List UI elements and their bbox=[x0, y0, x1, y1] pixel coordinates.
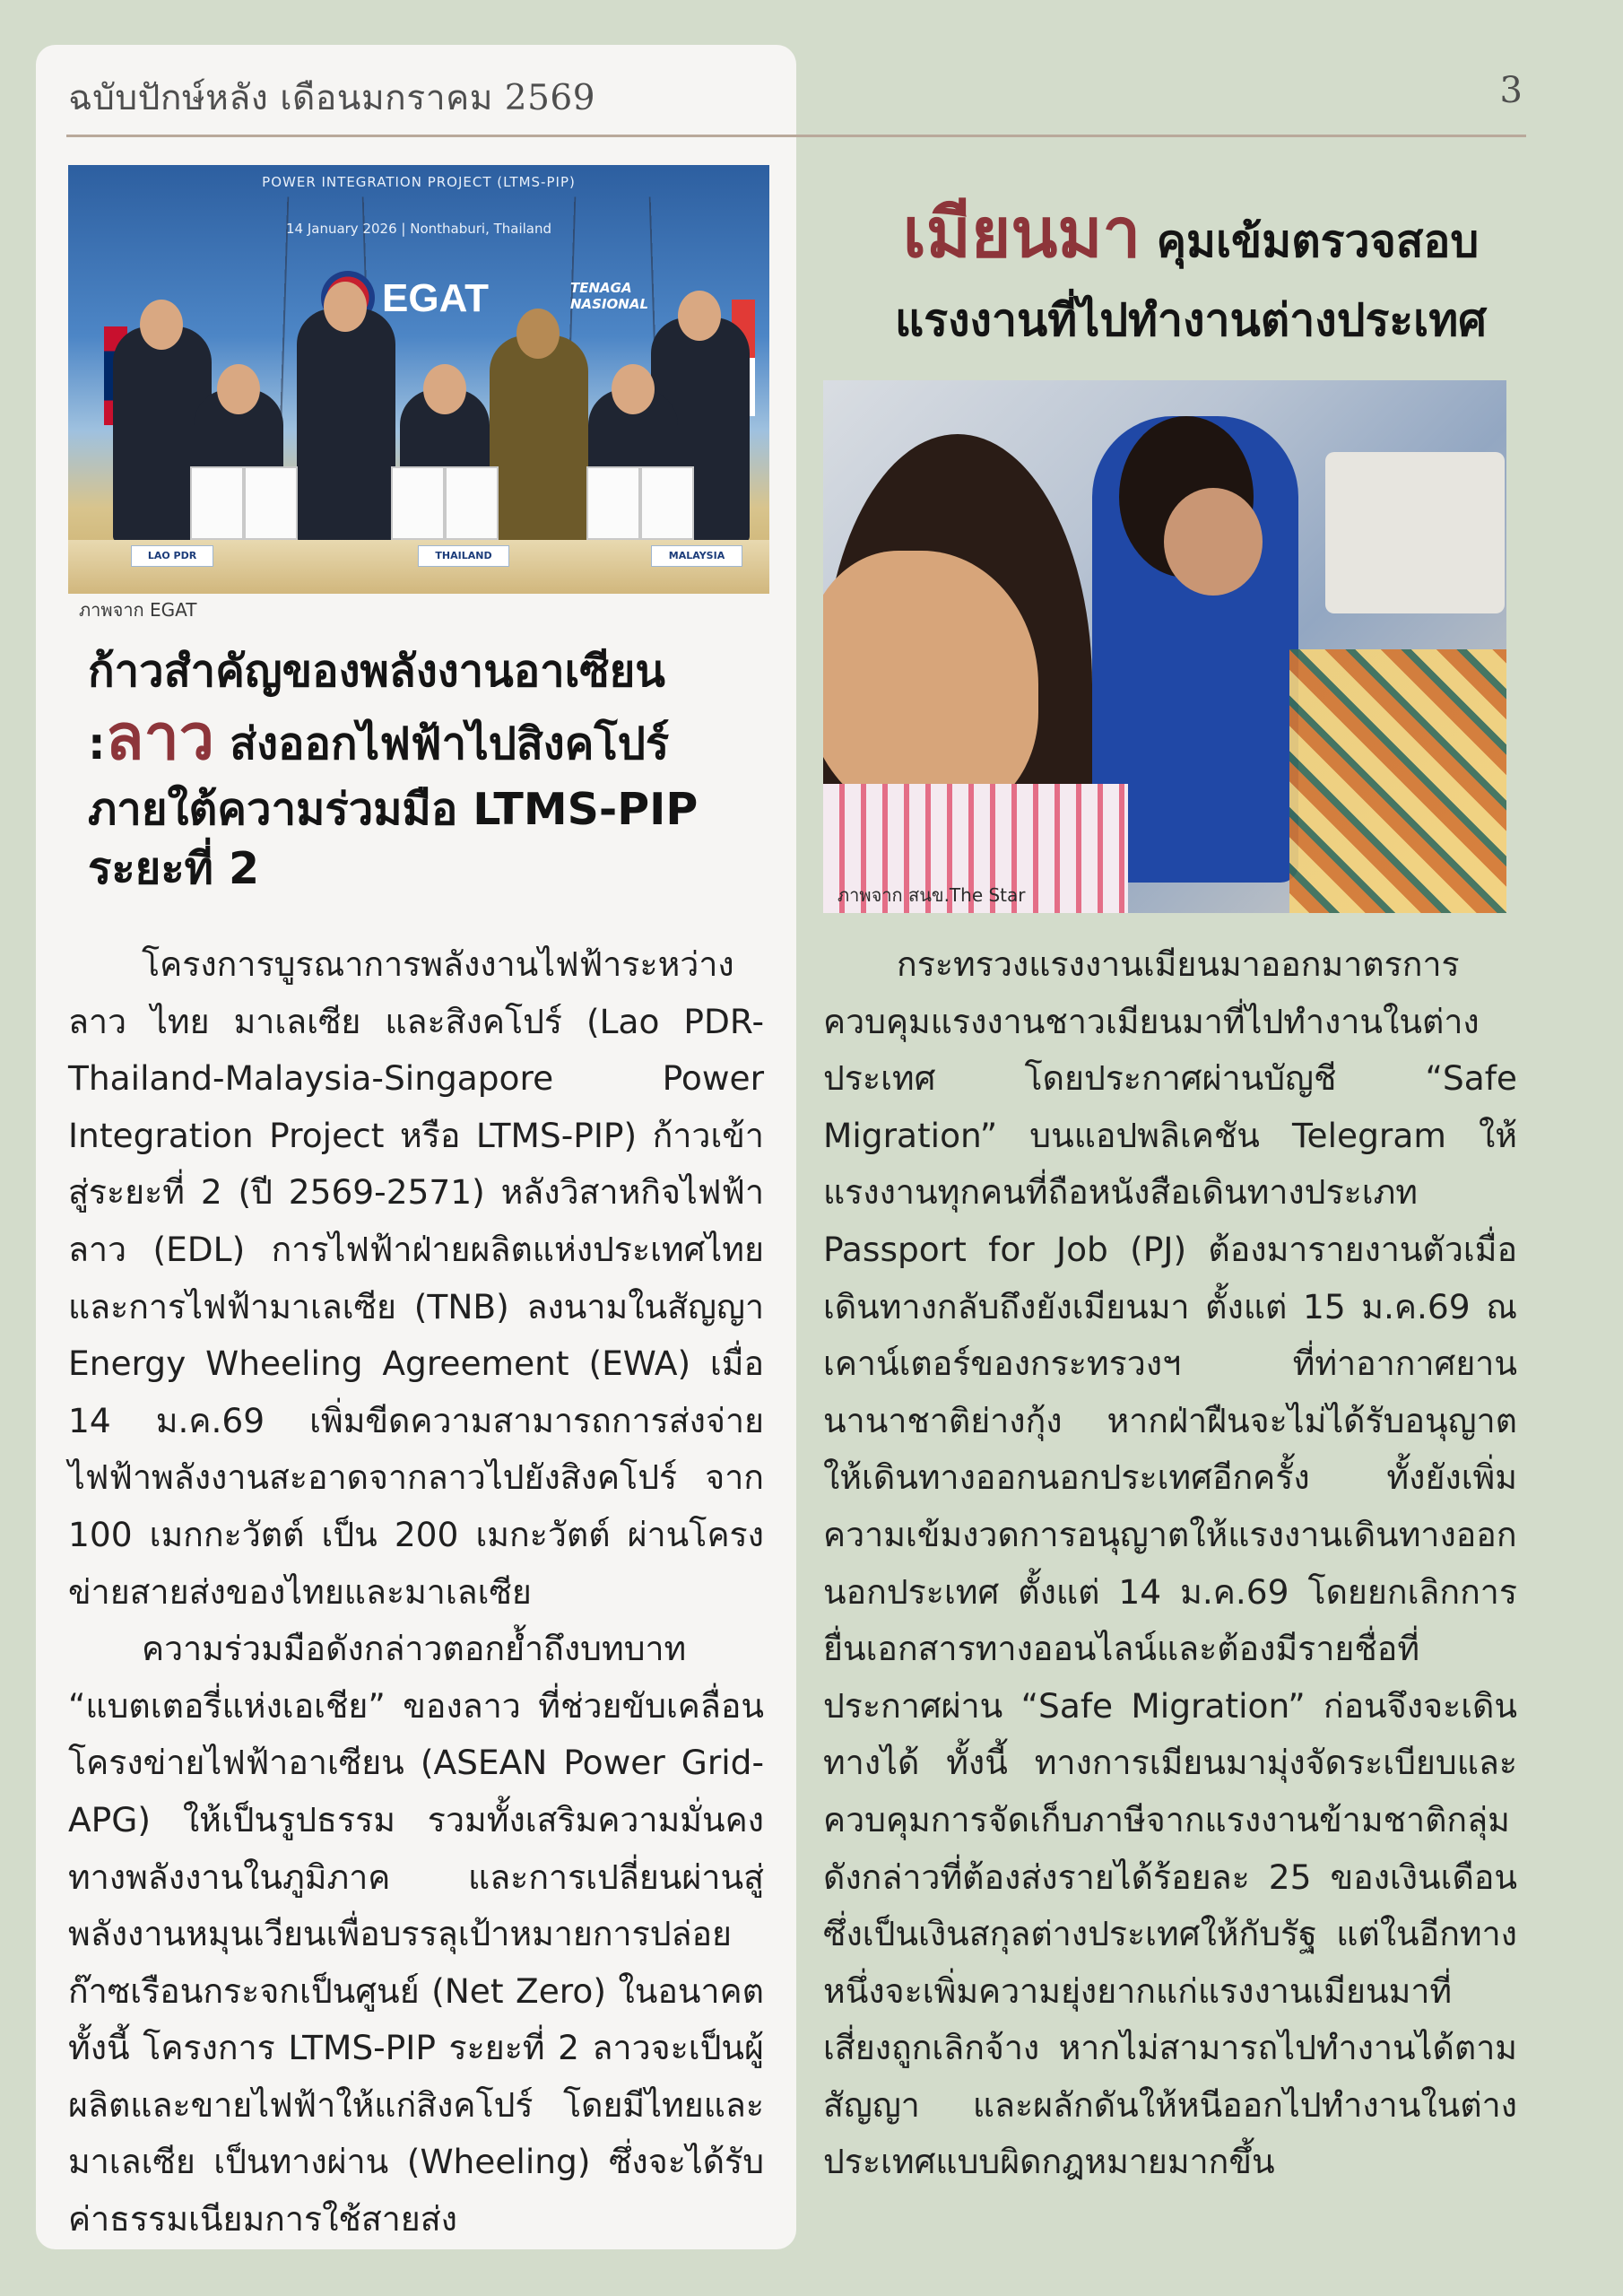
nameplate-thailand: THAILAND bbox=[418, 545, 509, 567]
person-head bbox=[423, 364, 466, 414]
headline-line: ภายใต้ความร่วมมือ LTMS-PIP bbox=[88, 784, 699, 835]
left-article-body bbox=[68, 936, 764, 2248]
egat-signing-photo bbox=[68, 165, 769, 594]
right-article-body bbox=[823, 936, 1517, 2191]
signing-folder bbox=[640, 466, 694, 540]
photo-banner-date: 14 January 2026 | Nonthaburi, Thailand bbox=[285, 221, 552, 237]
body-paragraph: โครงการบูรณาการพลังงานไฟฟ้าระหว่าง ลาว ไทย มาเลเซีย และสิงคโปร์ (Lao PDR-Thailand-Malaysia-Singapore Power Integration Project หรือ LTMS-PIP) ก้าวเข้าสู่ระยะที่ 2 (ปี 2569-2571) หลังวิสาหกิจไฟฟ้าลาว (EDL) การไฟฟ้าฝ่ายผลิตแห่งประเทศไทย และการไฟฟ้ามาเลเซีย (TNB) ลงนามในสัญญา Energy Wheeling Agreement (EWA) เมื่อ 14 ม.ค.69 เพิ่มขีดความสามารถการส่งจ่ายไฟฟ้าพลังงานสะอาดจากลาวไปยังสิงคโปร์ จาก 100 เมกกะวัตต์ เป็น 200 เมกะวัตต์ ผ่านโครงข่ายสายส่งของไทยและมาเลเซีย bbox=[68, 944, 764, 1612]
body-paragraph: กระทรวงแรงงานเมียนมาออกมาตรการควบคุมแรงงานชาวเมียนมาที่ไปทำงานในต่างประเทศ โดยประกาศผ่านบัญชี “Safe Migration” บนแอปพลิเคชัน Telegram ให้แรงงานทุกคนที่ถือหนังสือเดินทางประเภท Passport for Job (PJ) ต้องมารายงานตัวเมื่อเดินทางกลับถึงยังเมียนมา ตั้งแต่ 15 ม.ค.69 ณ เคาน์เตอร์ของกระทรวงฯ ที่ท่าอากาศยานนานาชาติย่างกุ้ง หากฝ่าฝืนจะไม่ได้รับอนุญาตให้เดินทางออกนอกประเทศอีกครั้ง ทั้งยังเพิ่มความเข้มงวดการอนุญาตให้แรงงานเดินทางออกนอกประเทศ ตั้งแต่ 14 ม.ค.69 โดยยกเลิกการยื่นเอกสารทางออนไลน์และต้องมีรายชื่อที่ประกาศผ่าน “Safe Migration” ก่อนจึงจะเดินทางได้ ทั้งนี้ ทางการเมียนมามุ่งจัดระเบียบและควบคุมการจัดเก็บภาษีจากแรงงานข้ามชาติกลุ่มดังกล่าวที่ต้องส่งรายได้ร้อยละ 25 ของเงินเดือน ซึ่งเป็นเงินสกุลต่างประเทศให้กับรัฐ แต่ในอีกทางหนึ่งจะเพิ่มความยุ่งยากแก่แรงงานเมียนมาที่เสี่ยงถูกเลิกจ้าง หากไม่สามารถไปทำงานได้ตามสัญญา และผลักดันให้หนีออกไปทำงานในต่างประเทศแบบผิดกฎหมายมากขึ้น bbox=[823, 944, 1517, 2182]
person-head bbox=[140, 300, 183, 350]
headline-line: ก้าวสำคัญของพลังงานอาเซียน bbox=[88, 646, 665, 697]
person-figure bbox=[297, 309, 395, 542]
worker-face bbox=[1164, 488, 1263, 596]
headline-accent-myanmar: เมียนมา bbox=[902, 193, 1141, 273]
headline-rest: ส่งออกไฟฟ้าไปสิงคโปร์ bbox=[230, 718, 670, 770]
person-head bbox=[678, 291, 721, 341]
signing-folder bbox=[586, 466, 640, 540]
nameplate-malaysia: MALAYSIA bbox=[651, 545, 742, 567]
photo-caption: ภาพจาก EGAT bbox=[79, 599, 197, 621]
signing-folder bbox=[445, 466, 499, 540]
headline-line bbox=[88, 701, 769, 780]
fabric-pile bbox=[1289, 649, 1506, 913]
egat-logo: EGAT bbox=[382, 276, 489, 320]
signing-folder bbox=[190, 466, 244, 540]
garment-workers-photo bbox=[823, 380, 1506, 913]
issue-label: ฉบับปักษ์หลัง เดือนมกราคม 2569 bbox=[68, 78, 596, 118]
header-divider bbox=[66, 135, 1526, 137]
person-figure bbox=[490, 335, 588, 542]
headline-colon: : bbox=[88, 718, 106, 770]
body-paragraph: ความร่วมมือดังกล่าวตอกย้ำถึงบทบาท “แบตเตอรี่แห่งเอเชีย” ของลาว ที่ช่วยขับเคลื่อนโครงข่ายไฟฟ้าอาเซียน (ASEAN Power Grid-APG) ให้เป็นรูปธรรม รวมทั้งเสริมความมั่นคงทางพลังงานในภูมิภาค และการเปลี่ยนผ่านสู่พลังงานหมุนเวียนเพื่อบรรลุเป้าหมายการปล่อยก๊าซเรือนกระจกเป็นศูนย์ (Net Zero) ในอนาคต ทั้งนี้ โครงการ LTMS-PIP ระยะที่ 2 ลาวจะเป็นผู้ผลิตและขายไฟฟ้าให้แก่สิงคโปร์ โดยมีไทยและมาเลเซีย เป็นทางผ่าน (Wheeling) ซึ่งจะได้รับค่าธรรมเนียมการใช้สายส่ง bbox=[68, 1629, 764, 2239]
person-head bbox=[324, 282, 367, 332]
photo-caption: ภาพจาก สนข.The Star bbox=[838, 884, 1026, 906]
headline-accent-laos: ลาว bbox=[105, 700, 215, 774]
left-article-headline bbox=[88, 642, 769, 899]
person-head bbox=[612, 364, 655, 414]
right-article-subheadline: แรงงานที่ไปทำงานต่างประเทศ bbox=[895, 294, 1487, 346]
nameplate-lao: LAO PDR bbox=[131, 545, 213, 567]
tenaga-logo: TENAGA NASIONAL bbox=[570, 280, 649, 312]
signing-folder bbox=[244, 466, 298, 540]
person-head bbox=[217, 364, 260, 414]
headline-rest: คุมเข้มตรวจสอบ bbox=[1156, 215, 1480, 267]
page-number: 3 bbox=[1499, 70, 1523, 111]
right-article-headline bbox=[850, 193, 1532, 277]
sewing-machine bbox=[1325, 452, 1505, 613]
photo-banner-title: POWER INTEGRATION PROJECT (LTMS-PIP) bbox=[262, 174, 576, 190]
signing-folder bbox=[391, 466, 445, 540]
headline-line: ระยะที่ 2 bbox=[88, 843, 260, 894]
person-head bbox=[516, 309, 560, 359]
